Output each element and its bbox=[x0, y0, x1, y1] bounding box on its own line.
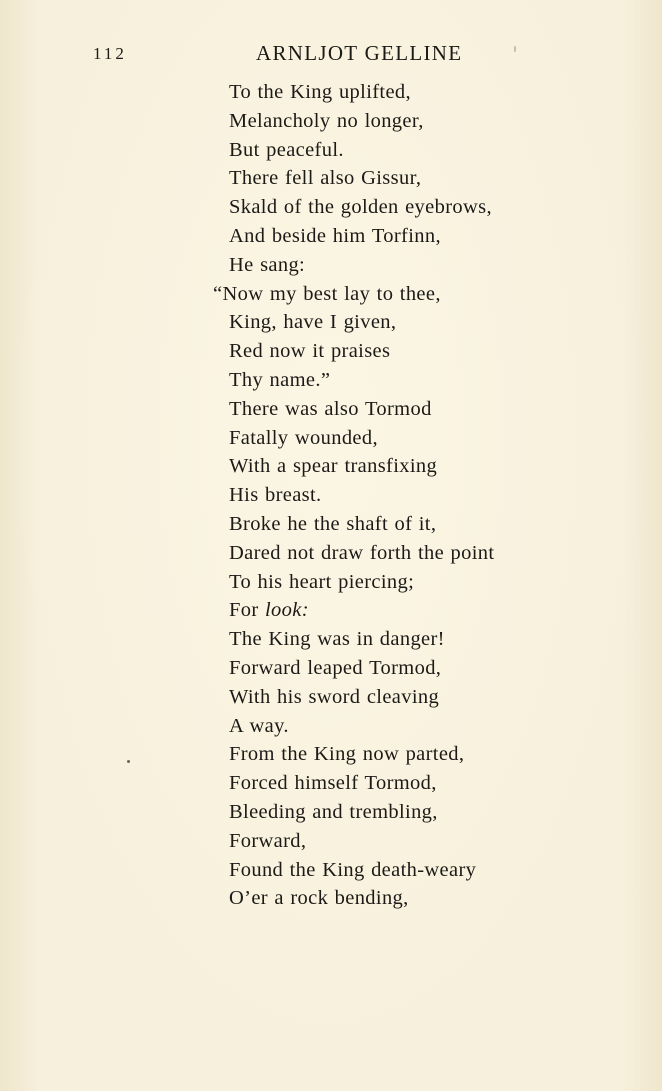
verse-line: Thy name.” bbox=[229, 368, 331, 391]
verse-line: There fell also Gissur, bbox=[229, 167, 422, 190]
verse-line: There was also Tormod bbox=[229, 397, 432, 420]
verse-line: Red now it praises bbox=[229, 340, 391, 363]
ink-speck bbox=[127, 760, 130, 763]
verse-line: King, have I given, bbox=[229, 311, 397, 334]
verse-line: Forward, bbox=[229, 829, 307, 852]
verse-line: Melancholy no longer, bbox=[229, 109, 424, 132]
verse-line-text: For bbox=[229, 599, 266, 622]
verse-line: The King was in danger! bbox=[229, 628, 445, 651]
verse-line: From the King now parted, bbox=[229, 743, 465, 766]
verse-line: To the King uplifted, bbox=[229, 81, 411, 103]
verse-line-with-italic bbox=[229, 596, 494, 625]
verse-line-quoted: “Now my best lay to thee, bbox=[213, 282, 441, 305]
page-number: 112 bbox=[93, 44, 127, 63]
verse-line: But peaceful. bbox=[229, 138, 344, 161]
verse-line: A way. bbox=[229, 714, 289, 737]
verse-line: With his sword cleaving bbox=[229, 685, 440, 708]
verse-line: With a spear transfixing bbox=[229, 455, 438, 478]
verse-line: O’er a rock bending, bbox=[229, 887, 409, 910]
verse-line: He sang: bbox=[229, 253, 306, 276]
poem-verse bbox=[213, 78, 495, 913]
verse-line: Bleeding and trembling, bbox=[229, 800, 438, 823]
verse-line: To his heart piercing; bbox=[229, 570, 415, 593]
verse-line: His breast. bbox=[229, 484, 322, 507]
verse-line: Forced himself Tormod, bbox=[229, 772, 437, 795]
verse-line: And beside him Torfinn, bbox=[229, 224, 441, 247]
italic-word: look: bbox=[265, 599, 309, 622]
verse-line: Broke he the shaft of it, bbox=[229, 512, 437, 535]
verse-line: Found the King death-weary bbox=[229, 858, 477, 881]
ink-speck bbox=[514, 46, 516, 52]
verse-line: Skald of the golden eyebrows, bbox=[229, 196, 492, 219]
running-title: ARNLJOT GELLINE bbox=[256, 41, 463, 65]
verse-line: Fatally wounded, bbox=[229, 426, 378, 449]
verse-line: Dared not draw forth the point bbox=[229, 541, 495, 564]
verse-line: Forward leaped Tormod, bbox=[229, 656, 442, 679]
